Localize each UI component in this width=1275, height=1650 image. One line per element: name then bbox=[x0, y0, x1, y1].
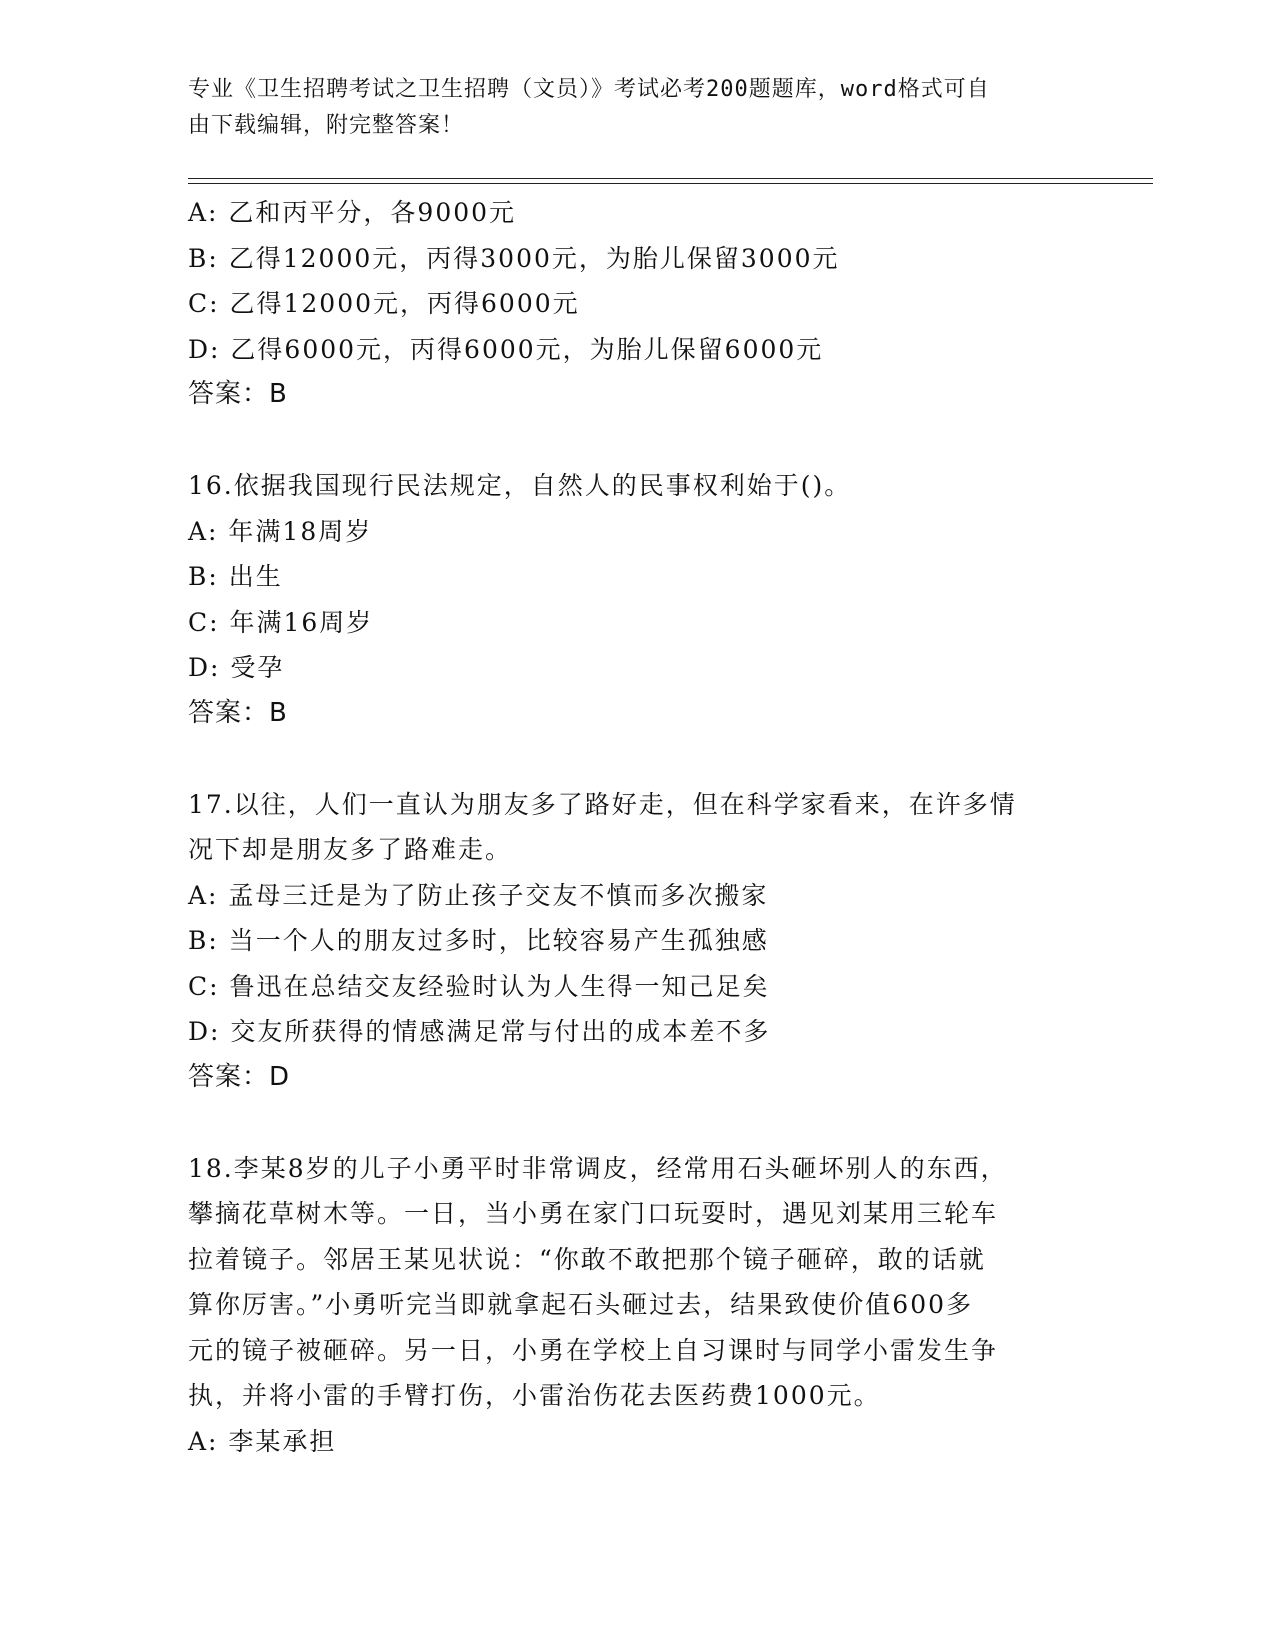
option-a: A: 李某承担 bbox=[188, 1426, 337, 1456]
question-stem-line-2: 况下却是朋友多了路难走。 bbox=[188, 835, 513, 864]
option-a: A: 孟母三迁是为了防止孩子交友不慎而多次搬家 bbox=[188, 880, 769, 910]
question-spacer bbox=[188, 418, 1153, 464]
option-b: B: 出生 bbox=[188, 562, 283, 591]
question-stem-line-5: 元的镜子被砸碎。另一日，小勇在学校上自习课时与同学小雷发生争 bbox=[188, 1335, 999, 1365]
question-list bbox=[188, 190, 1153, 1464]
option-d: D: 受孕 bbox=[188, 653, 285, 682]
option-a: A: 乙和丙平分，各9000元 bbox=[188, 198, 517, 227]
question-stem-line-3: 拉着镜子。邻居王某见状说：“你敢不敢把那个镜子砸碎，敢的话就 bbox=[188, 1244, 986, 1274]
question-stem: 16.依据我国现行民法规定，自然人的民事权利始于()。 bbox=[188, 471, 852, 500]
option-a: A: 年满18周岁 bbox=[188, 516, 373, 546]
question-stem-line-1: 18.李某8岁的儿子小勇平时非常调皮，经常用石头砸坏别人的东西， bbox=[188, 1153, 1008, 1183]
header-line-2: 由下载编辑，附完整答案！ bbox=[188, 113, 465, 138]
option-c: C: 年满16周岁 bbox=[188, 607, 374, 637]
document-header bbox=[188, 72, 1088, 144]
question-stem-line-1: 17.以往，人们一直认为朋友多了路好走，但在科学家看来，在许多情 bbox=[188, 789, 1017, 819]
question-18 bbox=[188, 1146, 1153, 1465]
question-spacer bbox=[188, 736, 1153, 782]
question-15 bbox=[188, 190, 1153, 418]
option-b: B: 当一个人的朋友过多时，比较容易产生孤独感 bbox=[188, 926, 769, 955]
answer: 答案：B bbox=[188, 697, 288, 728]
question-stem-line-2: 攀摘花草树木等。一日，当小勇在家门口玩耍时，遇见刘某用三轮车 bbox=[188, 1199, 999, 1228]
option-b: B: 乙得12000元，丙得3000元，为胎儿保留3000元 bbox=[188, 243, 840, 273]
header-divider-top bbox=[188, 178, 1153, 179]
question-stem-line-4: 算你厉害。”小勇听完当即就拿起石头砸过去，结果致使价值600多 bbox=[188, 1290, 974, 1319]
question-17 bbox=[188, 782, 1153, 1101]
option-d: D: 乙得6000元，丙得6000元，为胎儿保留6000元 bbox=[188, 334, 824, 364]
option-d: D: 交友所获得的情感满足常与付出的成本差不多 bbox=[188, 1017, 771, 1046]
option-c: C: 鲁迅在总结交友经验时认为人生得一知己足矣 bbox=[188, 971, 770, 1001]
answer: 答案：D bbox=[188, 1061, 291, 1092]
question-16 bbox=[188, 463, 1153, 736]
answer: 答案：B bbox=[188, 379, 288, 409]
option-c: C: 乙得12000元，丙得6000元 bbox=[188, 289, 580, 318]
question-spacer bbox=[188, 1100, 1153, 1146]
question-stem-line-6: 执，并将小雷的手臂打伤，小雷治伤花去医药费1000元。 bbox=[188, 1381, 881, 1410]
header-line-1: 专业《卫生招聘考试之卫生招聘（文员）》考试必考200题题库，word格式可自 bbox=[188, 77, 990, 102]
header-divider-bottom bbox=[188, 183, 1153, 184]
